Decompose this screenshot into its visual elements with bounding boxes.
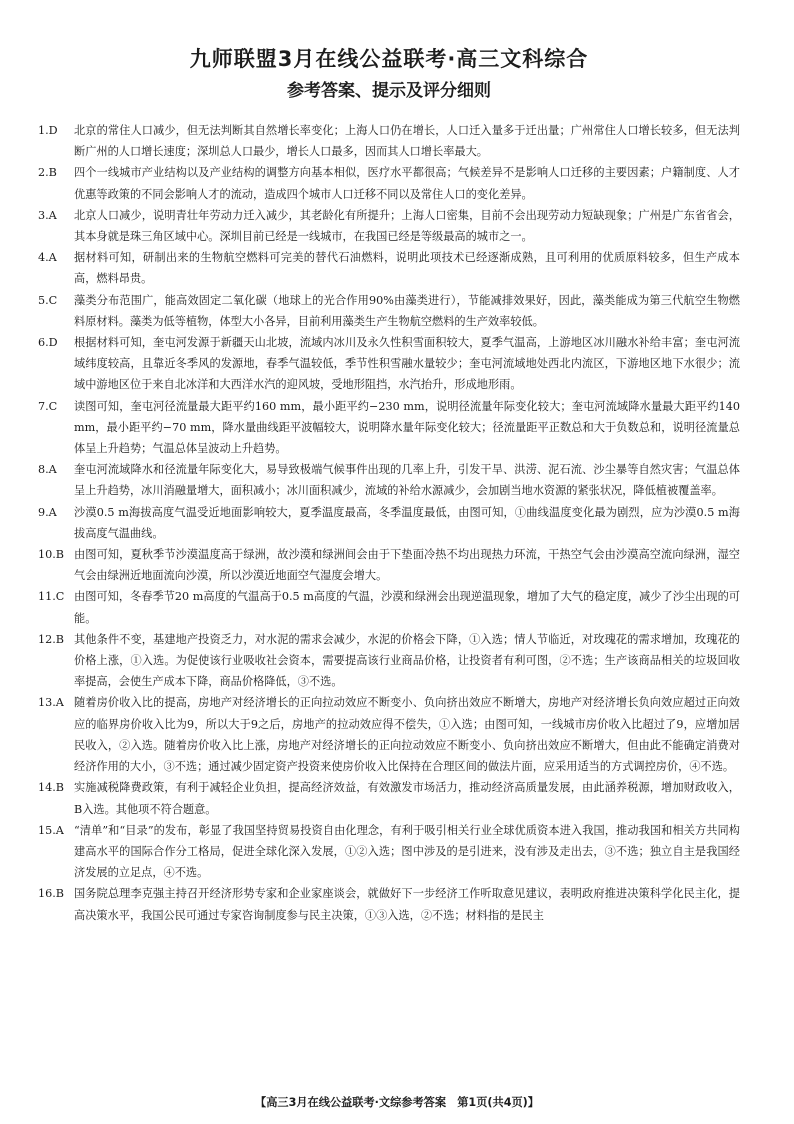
answer-item-14 [38,777,740,819]
answer-number: 4.A [38,251,57,265]
answer-item-2 [38,162,740,204]
answer-item-1 [38,120,740,162]
answer-number: 3.A [38,208,57,222]
answer-explanation: 由图可知，冬春季节20 m高度的气温高于0.5 m高度的气温，沙漠和绿洲会出现逆温现象，增加了大气的稳定度，减少了沙尘出现的可能。 [74,590,740,625]
answer-item-10 [38,544,740,586]
answer-item-12 [38,629,740,693]
answer-explanation: 藻类分布范围广，能高效固定二氧化碳（地球上的光合作用90%由藻类进行），节能减排效果好，因此，藻类能成为第三代航空生物燃料原材料。藻类为低等植物，体型大小各异，目前利用藻类生产生物航空燃料的生产效率较低。 [74,293,740,328]
answer-number: 13.A [38,696,64,710]
answer-number: 1.D [38,124,58,137]
answer-explanation: 据材料可知，研制出来的生物航空燃料可完美的替代石油燃料，说明此项技术已经逐渐成熟，且可利用的优质原料较多，但生产成本高，燃料昂贵。 [74,251,740,286]
answer-list [38,120,740,926]
answer-item-13 [38,692,740,777]
answer-explanation: 根据材料可知，奎屯河发源于新疆天山北坡，流域内冰川及永久性积雪面积较大，夏季气温高，上游地区冰川融水补给丰富；奎屯河流域纬度较高，且靠近冬季风的发源地，春季气温较低，季节性积雪融水量较少；奎屯河流域地处西北内流区，下游地区地下水很少；流域中游地区位于来自北冰洋和大西洋水汽的迎风坡，受地形阻挡，水汽抬升，形成地形雨。 [74,336,740,392]
answer-explanation: 由图可知，夏秋季节沙漠温度高于绿洲，故沙漠和绿洲间会由于下垫面冷热不均出现热力环流，干热空气会由沙漠高空流向绿洲，湿空气会由绿洲近地面流向沙漠，所以沙漠近地面空气湿度会增大。 [74,548,740,583]
answer-number: 6.D [38,336,58,350]
answer-explanation: 读图可知，奎屯河径流量最大距平约160 mm，最小距平约−230 mm，说明径流量年际变化较大；奎屯河流域降水量最大距平约140 mm，最小距平约−70 mm，降水量曲线距平波幅较大，说明降水量年际变化较大；径流量距平正数总和大于负数总和，说明径流量总体呈上升趋势；气温总体呈波动上升趋势。 [74,399,740,456]
answer-item-7 [38,396,740,460]
answer-item-4 [38,247,740,289]
page-subtitle: 参考答案、提示及评分细则 [287,81,491,101]
answer-explanation: 实施减税降费政策，有利于减轻企业负担，提高经济效益，有效激发市场活力，推动经济高质量发展，由此涵养税源，增加财政收入，B入选。其他项不符合题意。 [74,781,740,816]
answer-explanation: 奎屯河流域降水和径流量年际变化大，易导致极端气候事件出现的几率上升，引发干旱、洪涝、泥石流、沙尘暴等自然灾害；气温总体呈上升趋势，冰川消融量增大，面积减小；冰川面积减少，流域的补给水源减少，会加剧当地水资源的紧张状况，降低植被覆盖率。 [74,463,740,498]
answer-explanation: 沙漠0.5 m海拔高度气温受近地面影响较大，夏季温度最高，冬季温度最低，由图可知，①曲线温度变化最为剧烈，应为沙漠0.5 m海拔高度气温曲线。 [74,505,740,540]
answer-number: 12.B [38,632,65,646]
answer-item-5 [38,290,740,332]
answer-number: 14.B [38,781,65,795]
answer-explanation: 北京的常住人口减少，但无法判断其自然增长率变化；上海人口仍在增长，人口迁入量多于迁出量；广州常住人口增长较多，但无法判断广州的人口增长速度；深圳总人口最少，增长人口最多，因而其人口增长率最大。 [74,124,740,159]
answer-number: 10.B [38,548,65,562]
answer-item-16 [38,883,740,925]
answer-explanation: “清单”和“目录”的发布，彰显了我国坚持贸易投资自由化理念，有利于吸引相关行业全球优质资本进入我国，推动我国和相关方共同构建高水平的国际合作分工格局，促进全球化深入发展，①②入选；图中涉及的是引进来，没有涉及走出去，③不选；独立自主是我国经济发展的立足点，④不选。 [74,823,740,880]
page-title: 九师联盟3月在线公益联考·高三文科综合 [189,47,589,71]
answer-item-9 [38,502,740,544]
answer-explanation: 随着房价收入比的提高，房地产对经济增长的正向拉动效应不断变小、负向挤出效应不断增大，房地产对经济增长负向效应超过正向效应的临界房价收入比为9，所以大于9之后，房地产的拉动效应得不偿失，①入选；由图可知，一线城市房价收入比超过了9，应增加居民收入，②入选。随着房价收入比上涨，房地产对经济增长的正向拉动效应不断变小、负向挤出效应不断增大，但由此不能确定消费对经济作用的大小，③不选；通过减少固定资产投资来使房价收入比保持在合理区间的做法片面，应采用适当的方式调控房价，④不选。 [74,696,740,774]
answer-explanation: 北京人口减少，说明青壮年劳动力迁入减少，其老龄化有所提升；上海人口密集，目前不会出现劳动力短缺现象；广州是广东省省会，其本身就是珠三角区域中心。深圳目前已经是一线城市，在我国已经是等级最高的城市之一。 [74,208,740,244]
page-footer: 【高三3月在线公益联考·文综参考答案 第1页(共4页)】 [255,1096,539,1109]
answer-explanation: 国务院总理李克强主持召开经济形势专家和企业家座谈会，就做好下一步经济工作听取意见建议，表明政府推进决策科学化民主化，提高决策水平，我国公民可通过专家咨询制度参与民主决策，①③入选，②不选；材料指的是民主 [74,887,740,922]
answer-item-8 [38,459,740,501]
answer-number: 2.B [38,166,57,180]
answer-explanation: 其他条件不变，基建地产投资乏力，对水泥的需求会减少，水泥的价格会下降，①入选；情人节临近，对玫瑰花的需求增加，玫瑰花的价格上涨，①入选。为促使该行业吸收社会资本，需要提高该行业商品价格，让投资者有利可图，②不选；生产该商品相关的垃圾回收率提高，会使生产成本下降，商品价格降低，③不选。 [74,632,740,689]
answer-number: 5.C [38,293,58,307]
answer-explanation: 四个一线城市产业结构以及产业结构的调整方向基本相似，医疗水平都很高；气候差异不是影响人口迁移的主要因素；户籍制度、人才优惠等政策的不同会影响人才的流动，造成四个城市人口迁移不同以及常住人口的变化差异。 [74,166,740,201]
answer-number: 7.C [38,399,58,413]
answer-item-11 [38,586,740,628]
answer-number: 9.A [38,505,57,519]
answer-item-6 [38,332,740,396]
answer-number: 16.B [38,887,65,901]
answer-item-15 [38,820,740,884]
answer-number: 15.A [38,823,64,837]
answer-number: 11.C [38,590,65,604]
answer-item-3 [38,205,740,247]
answer-number: 8.A [38,463,57,477]
